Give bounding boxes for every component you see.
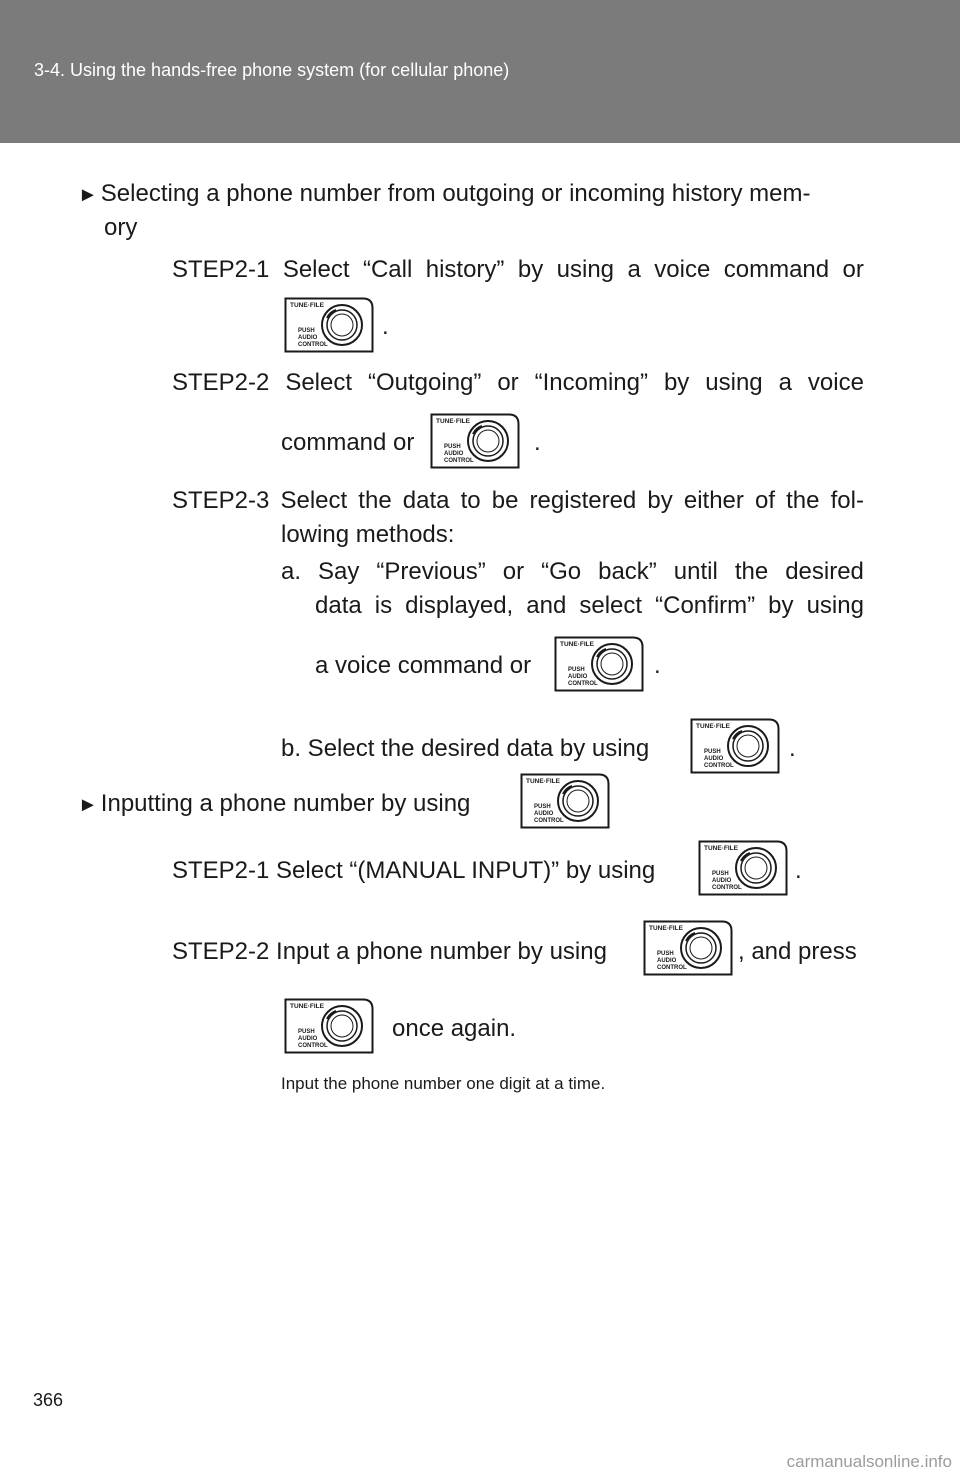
step-2-3-line-2: lowing methods: <box>281 521 455 548</box>
step-2-3-line-1: STEP2-3 Select the data to be registered by either of the fol- <box>172 487 864 514</box>
bullet-1-line-2: ory <box>104 214 138 241</box>
step-2-2-line-2: command or <box>281 429 415 456</box>
tune-file-knob-icon <box>430 413 520 469</box>
manual-step-2-2-line-1: STEP2-2 Input a phone number by using <box>172 938 607 965</box>
tune-file-knob-icon <box>284 998 374 1054</box>
step-2-2-line-1: STEP2-2 Select “Outgoing” or “Incoming” by using a voice <box>172 369 864 396</box>
tune-file-knob-icon <box>554 636 644 692</box>
right-triangle-bullet-icon: ► <box>78 794 98 816</box>
page-header <box>0 0 960 143</box>
method-a-line-3: a voice command or <box>315 652 532 679</box>
tune-file-knob-icon <box>690 718 780 774</box>
tune-file-knob-icon <box>643 920 733 976</box>
bullet-1-line-1: ► Selecting a phone number from outgoing or incoming history mem- <box>78 180 811 207</box>
method-a-line-1: a. Say “Previous” or “Go back” until the desired <box>281 558 864 585</box>
step-2-1-period: . <box>382 313 389 340</box>
manual-step-2-2-line-1-end: , and press <box>738 938 857 965</box>
right-triangle-bullet-icon: ► <box>78 184 98 206</box>
method-a-line-2: data is displayed, and select “Confirm” by using <box>315 592 864 619</box>
tune-file-knob-icon <box>284 297 374 353</box>
note-text: Input the phone number one digit at a time. <box>281 1074 606 1093</box>
manual-step-2-2-line-2: once again. <box>392 1015 517 1042</box>
tune-file-knob-icon <box>520 773 610 829</box>
bullet-2-line-1: ► Inputting a phone number by using <box>78 790 471 817</box>
section-title: 3-4. Using the hands-free phone system (for cellular phone) <box>34 60 510 80</box>
step-2-1-line-1: STEP2-1 Select “Call history” by using a voice command or <box>172 256 864 283</box>
method-b-period: . <box>789 735 796 762</box>
method-b-line-1: b. Select the desired data by using <box>281 735 650 762</box>
step-2-2-period: . <box>534 429 541 456</box>
watermark: carmanualsonline.info <box>786 1452 952 1471</box>
method-a-period: . <box>654 652 661 679</box>
manual-step-2-1-line-1: STEP2-1 Select “(MANUAL INPUT)” by using <box>172 857 656 884</box>
page-number: 366 <box>33 1390 64 1410</box>
manual-step-2-1-period: . <box>795 857 802 884</box>
tune-file-knob-icon <box>698 840 788 896</box>
